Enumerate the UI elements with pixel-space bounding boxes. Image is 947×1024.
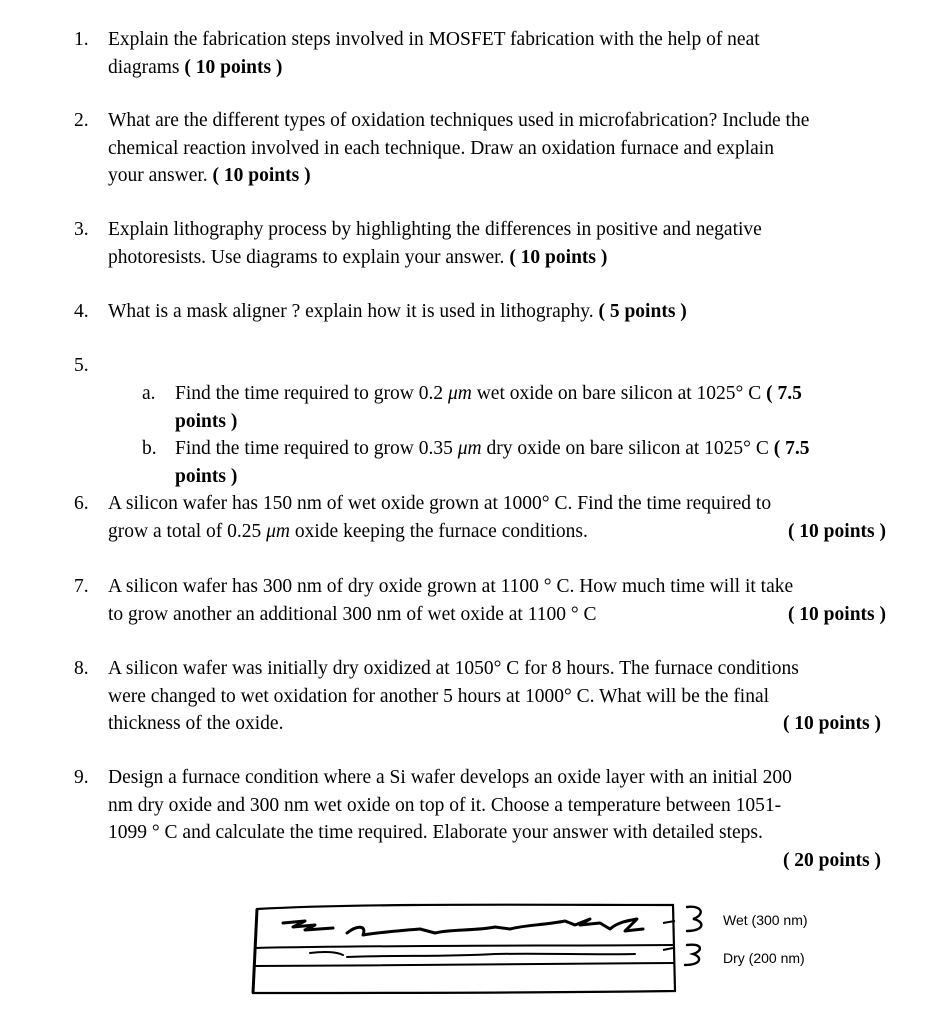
question-line: A silicon wafer was initially dry oxidized at 1050° C for 8 hours. The furnace conditions — [108, 658, 799, 679]
points-label: points ) — [175, 410, 238, 432]
question-line: to grow another an additional 300 nm of wet oxide at 1100 ° C — [108, 603, 597, 625]
points-label: ( 10 points ) — [212, 165, 311, 186]
points-label: points ) — [175, 465, 238, 487]
subpart-text-segment: dry oxide on bare silicon at 1025° C — [481, 438, 774, 459]
dry-layer-brace — [685, 945, 700, 965]
wet-layer-label: Wet (300 nm) — [723, 912, 808, 928]
question-text — [108, 655, 881, 738]
question-line: What is a mask aligner ? explain how it is used in lithography. — [108, 301, 599, 322]
points-label: ( 7.5 — [773, 438, 810, 459]
question-line: photoresists. Use diagrams to explain your answer. — [108, 246, 510, 268]
question-text — [108, 298, 908, 326]
wafer-left-edge — [253, 909, 257, 993]
wet-layer-brace — [687, 907, 701, 931]
question-line: Explain lithography process by highlighting the differences in positive and negative — [108, 219, 762, 240]
oxide-layer-sketch — [245, 895, 845, 1005]
question-line: A silicon wafer has 150 nm of wet oxide grown at 1000° C. Find the time required to — [108, 493, 772, 514]
question-line: thickness of the oxide. — [108, 713, 284, 734]
question-number: 8. — [74, 658, 89, 679]
subpart-letter: a. — [142, 383, 156, 404]
question-line: What are the different types of oxidation techniques used in microfabrication? Include the — [108, 110, 810, 131]
question-text — [108, 107, 908, 190]
question-number: 4. — [74, 301, 89, 322]
points-label: ( 5 points ) — [598, 301, 687, 322]
points-label: ( 10 points ) — [509, 246, 608, 268]
points-label: ( 10 points ) — [184, 56, 283, 78]
subpart-text — [175, 380, 905, 435]
points-label: ( 10 points ) — [787, 520, 886, 542]
question-number: 2. — [74, 110, 89, 131]
subpart-text-segment: wet oxide on bare silicon at 1025° C — [471, 383, 767, 404]
question-number: 7. — [74, 576, 89, 597]
dry-oxide-scribble — [310, 952, 635, 957]
question-line: 1099 ° C and calculate the time required. Elaborate your answer with detailed steps. — [108, 822, 763, 843]
wet-oxide-scribble — [283, 919, 643, 935]
question-text — [108, 26, 908, 81]
question-number: 5. — [74, 355, 89, 376]
points-label: ( 10 points ) — [782, 713, 881, 734]
question-line: A silicon wafer has 300 nm of dry oxide grown at 1100 ° C. How much time will it take — [108, 576, 794, 597]
question-text — [108, 764, 881, 874]
question-line: chemical reaction involved in each technique. Draw an oxidation furnace and explain — [108, 137, 774, 159]
question-text — [108, 573, 886, 628]
question-line: Design a furnace condition where a Si wafer develops an oxide layer with an initial 200 — [108, 767, 792, 788]
question-line: your answer. — [108, 165, 213, 186]
question-line: nm dry oxide and 300 nm wet oxide on top of it. Choose a temperature between 1051- — [108, 794, 782, 816]
unit-label: μm — [457, 438, 482, 459]
subpart-text-segment: Find the time required to grow 0.35 — [175, 438, 458, 459]
question-text — [108, 490, 886, 545]
question-line: diagrams — [108, 56, 185, 78]
dry-layer-label: Dry (200 nm) — [723, 950, 805, 966]
question-line: were changed to wet oxidation for another 5 hours at 1000° C. What will be the final — [108, 685, 770, 707]
points-label: ( 7.5 — [766, 383, 802, 404]
subpart-letter: b. — [142, 438, 157, 459]
question-number: 3. — [74, 219, 89, 240]
wet-dry-interface — [254, 945, 673, 948]
question-line: Explain the fabrication steps involved in MOSFET fabrication with the help of neat — [108, 29, 760, 50]
question-text — [108, 216, 908, 271]
question-number: 9. — [74, 767, 89, 788]
dry-si-interface — [253, 963, 674, 966]
question-text-segment: grow a total of 0.25 — [108, 520, 267, 542]
unit-label: μm — [266, 520, 291, 542]
question-number: 6. — [74, 493, 89, 514]
points-label: ( 20 points ) — [782, 849, 881, 871]
question-text-segment: oxide keeping the furnace conditions. — [290, 520, 588, 542]
wafer-outline — [253, 905, 675, 993]
question-number: 1. — [74, 29, 89, 50]
unit-label: μm — [447, 383, 472, 404]
subpart-text — [175, 435, 905, 490]
points-label: ( 10 points ) — [787, 603, 886, 625]
subpart-text-segment: Find the time required to grow 0.2 — [175, 383, 448, 404]
sketch-svg — [245, 895, 845, 1005]
